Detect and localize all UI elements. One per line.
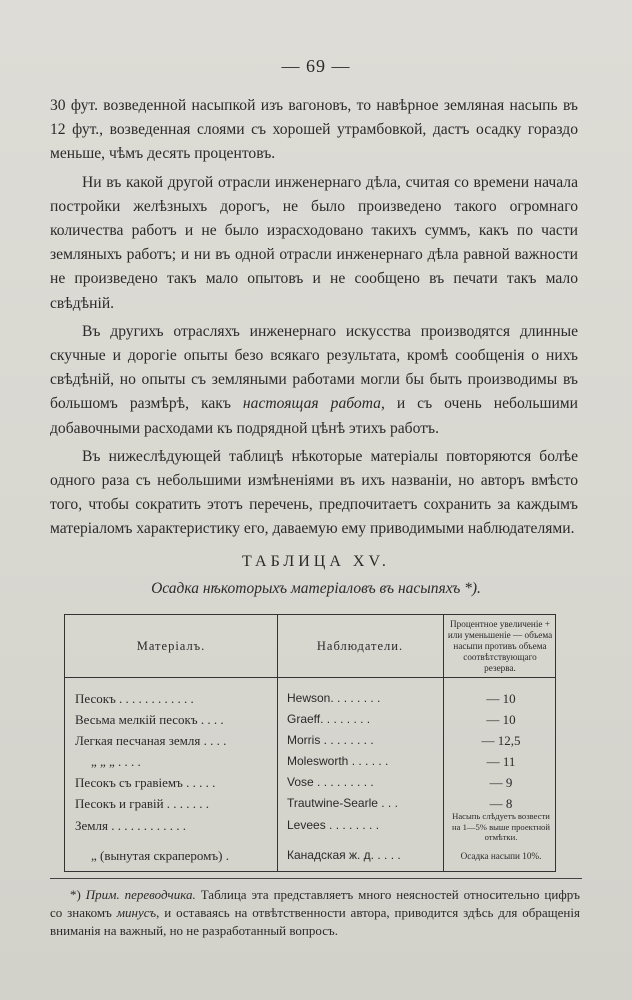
footnote-marker: *) bbox=[70, 887, 86, 902]
paragraph-3-italic: настоящая работа bbox=[242, 395, 381, 413]
paragraph-3 bbox=[50, 320, 578, 441]
row-value: — 10 bbox=[486, 691, 516, 706]
row-observer: Morris . . . . . . . . bbox=[287, 733, 374, 747]
table-header-rule bbox=[65, 677, 555, 678]
table-row bbox=[65, 733, 555, 753]
table-row bbox=[65, 775, 555, 795]
body-text bbox=[50, 94, 578, 542]
canadian-note: Осадка насыпи 10%. bbox=[460, 851, 542, 861]
footnote-italic-word: минусъ bbox=[116, 905, 157, 921]
table-title: ТАБЛИЦА XV. bbox=[242, 553, 390, 570]
paragraph-3-text-b: , и съ очень небольшими добавочными расходами къ подрядной цѣнѣ этихъ работъ. bbox=[50, 395, 579, 437]
paragraph-4 bbox=[50, 445, 578, 542]
row-material: Легкая песчаная земля . . . . bbox=[75, 733, 227, 748]
header-material: Матеріалъ. bbox=[136, 639, 206, 653]
page-number: — 69 — bbox=[281, 56, 351, 76]
levees-note: Насыпь слѣдуетъ возвести на 1—5% выше проектной отмѣтки. bbox=[452, 811, 550, 842]
row-material: Песокъ и гравій . . . . . . . bbox=[75, 796, 210, 811]
row-material: „ (вынутая скраперомъ) . bbox=[91, 848, 229, 863]
paragraph-1 bbox=[50, 94, 578, 167]
table-row bbox=[65, 691, 555, 711]
footnote-text-a: Таблица эта представляетъ много неясностей относительно цифръ со знакомъ bbox=[50, 887, 580, 921]
paragraph-2 bbox=[50, 171, 578, 316]
row-observer: Trautwine-Searle . . . bbox=[287, 796, 398, 810]
footnote-label: Прим. переводчика. bbox=[85, 887, 196, 902]
row-value: — 8 bbox=[489, 796, 513, 811]
row-material: Весьма мелкій песокъ . . . . bbox=[75, 712, 224, 727]
row-observer: Levees . . . . . . . . bbox=[287, 818, 380, 832]
row-value: — 10 bbox=[486, 712, 516, 727]
paragraph-4-text: Въ нижеслѣдующей таблицѣ нѣкоторые матеріалы повторяются болѣе одного раза съ небольшими измѣненіями въ ихъ названіи, но авторъ вмѣсто того, чтобы сократить этотъ перечень, предпочитаетъ сохранить за каждымъ матеріаломъ характеристику его, даваемую ему приводимыми наблюдателями. bbox=[50, 447, 578, 538]
footnote-rule bbox=[50, 878, 582, 879]
settlement-table bbox=[64, 614, 556, 872]
paragraph-3-text-a: Въ другихъ отрасляхъ инженернаго искусства производятся длинные скучные и дорогіе опыты безо всякаго результата, кромѣ сообщенія о нихъ свѣдѣній, но опыты съ земляными работами могли бы быть производимы въ большомъ размѣрѣ, какъ bbox=[50, 322, 578, 413]
row-material: Песокъ съ гравіемъ . . . . . bbox=[75, 775, 216, 790]
table-row bbox=[65, 712, 555, 732]
table-row bbox=[65, 754, 555, 774]
footnote bbox=[50, 886, 580, 941]
header-percent: Процентное увеличеніе + или уменьшеніе — объема насыпи противъ объема соотвѣтствующаго резерва. bbox=[447, 619, 553, 673]
footnote-paragraph bbox=[50, 886, 580, 941]
row-observer: Vose . . . . . . . . . bbox=[287, 775, 374, 789]
row-value: — 9 bbox=[489, 775, 513, 790]
row-material: „ „ „ . . . . bbox=[91, 754, 141, 769]
row-observer: Канадская ж. д. . . . . bbox=[287, 848, 401, 862]
row-material: Земля . . . . . . . . . . . . bbox=[75, 818, 186, 833]
row-observer: Hewson. . . . . . . . bbox=[287, 691, 381, 705]
table-subtitle: Осадка нѣкоторыхъ матеріаловъ въ насыпяхъ *). bbox=[151, 580, 481, 597]
row-value: — 12,5 bbox=[481, 733, 521, 748]
paragraph-1-text: 30 фут. возведенной насыпкой изъ вагоновъ, то навѣрное земляная насыпь въ 12 фут., возведенная слоями съ хорошей утрамбовкой, дастъ осадку гораздо меньше, чѣмъ десять процентовъ. bbox=[50, 97, 578, 163]
row-value: — 11 bbox=[486, 754, 516, 769]
header-observers: Наблюдатели. bbox=[316, 639, 404, 653]
footnote-text-b: , и оставаясь на отвѣтственности автора, приводится здѣсь для обращенія вниманія на важный, но не разработанный вопросъ. bbox=[50, 905, 580, 939]
row-material: Песокъ . . . . . . . . . . . . bbox=[75, 691, 194, 706]
row-observer: Molesworth . . . . . . bbox=[287, 754, 389, 768]
row-observer: Graeff. . . . . . . . bbox=[287, 712, 371, 726]
paragraph-2-text: Ни въ какой другой отрасли инженернаго дѣла, считая со времени начала постройки желѣзныхъ дорогъ, не было произведено такого огромнаго количества работъ и не было израсходовано такихъ суммъ, какъ по части земляныхъ работъ; и ни въ одной отрасли инженернаго дѣла равной важности не произведено такъ мало опытовъ и не сообщено въ печати такъ мало свѣдѣній. bbox=[50, 173, 578, 312]
